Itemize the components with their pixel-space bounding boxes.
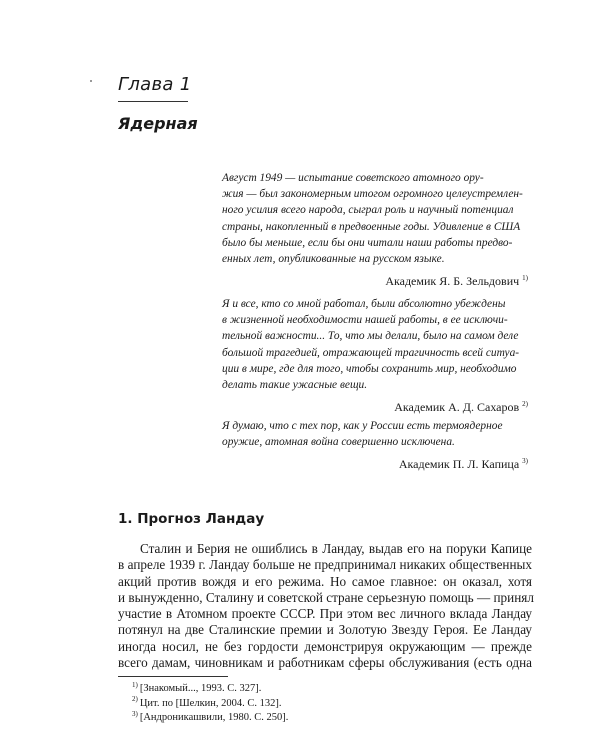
footnote-divider [118,676,228,677]
paragraph-line: потянул на две Сталинские премии и Золотую Звезду Героя. Ее Ландау [118,622,532,638]
attribution-name: Академик П. Л. Капица [398,457,520,472]
epigraph-line: оружие, атомная война совершенно исключена. [222,436,455,449]
footnote-ref: 2) [522,400,528,409]
paragraph-line: и вынужденно, Сталину и советской стране серьезную помощь — принял [118,589,534,605]
epigraph-attribution [222,456,528,472]
section-heading: 1. Прогноз Ландау [118,511,265,527]
footnote-text: [Андроникашвили, 1980. С. 250]. [139,712,289,723]
footnote-item [118,711,518,726]
footnote-item [118,682,518,697]
epigraph-attribution [222,399,528,415]
epigraph-line: енных лет, опубликованные на русском языке. [222,253,445,266]
epigraph-line: ного усилия всего народа, сыграл роль и научный потенциал [222,204,514,217]
body-paragraph [118,541,532,671]
footnote-mark: 1) [132,680,138,689]
footnote-ref: 3) [522,457,528,466]
epigraph-kapitsa [222,418,528,473]
epigraph-line: в жизненной необходимости нашей работы, в ее исключи- [222,314,508,327]
epigraph-line: Август 1949 — испытание советского атомного ору- [222,172,484,184]
footnotes [118,682,518,726]
epigraph-line: было бы меньше, если бы они читали наши работы предво- [222,236,513,249]
footnote-ref: 1) [522,274,528,283]
epigraph-line: ции в мире, где для того, чтобы сохранить мир, необходимо [222,362,517,375]
paragraph-line: акций против вождя и его режима. Но самое главное: он оказал, хотя [118,573,532,589]
epigraph-attribution [222,273,528,289]
epigraph-line: страны, накопленный в предвоенные годы. Удивление в США [222,220,521,233]
epigraph-line: большой трагедией, отражающей трагичность всей ситуа- [222,346,520,359]
footnote-mark: 2) [132,695,138,703]
paragraph-line: всего дамам, чиновникам и работникам сферы обслуживания (есть одна [118,655,532,671]
attribution-name: Академик А. Д. Сахаров [394,400,520,415]
chapter-label: Глава 1 [118,74,192,95]
footnote-text: [Знакомый..., 1993. С. 327]. [139,683,262,694]
epigraph-line: Я и все, кто со мной работал, были абсолютно убеждены [222,298,506,310]
paragraph-line: иногда носил, не без гордости демонстрируя окружающим — прежде [118,638,532,654]
chapter-title: Ядерная [118,114,198,133]
footnote-mark: 3) [132,709,138,718]
epigraph-line: жия — был закономерным итогом огромного целеустремлен- [222,188,523,201]
paragraph-line: в апреле 1939 г. Ландау больше не предпринимал никаких общественных [118,557,532,573]
epigraph-line: тельной важности... То, что мы делали, было на самом деле [222,330,519,343]
footnote-text: Цит. по [Шелкин, 2004. С. 132]. [139,697,282,709]
epigraph-line: Я думаю, что с тех пор, как у России есть термоядерное [222,420,503,432]
epigraph-sakharov [222,296,528,415]
epigraph-zeldovich [222,170,528,289]
footnote-item [118,697,518,712]
page-speck [90,80,92,82]
attribution-name: Академик Я. Б. Зельдович [385,274,520,289]
paragraph-line: участие в Атомном проекте СССР. При этом вес личного вклада Ландау [118,606,532,622]
paragraph-line: Сталин и Берия не ошиблись в Ландау, выдав его на поруки Капице [140,541,532,556]
chapter-underline [118,101,188,102]
epigraph-line: делать такие ужасные вещи. [222,379,368,392]
